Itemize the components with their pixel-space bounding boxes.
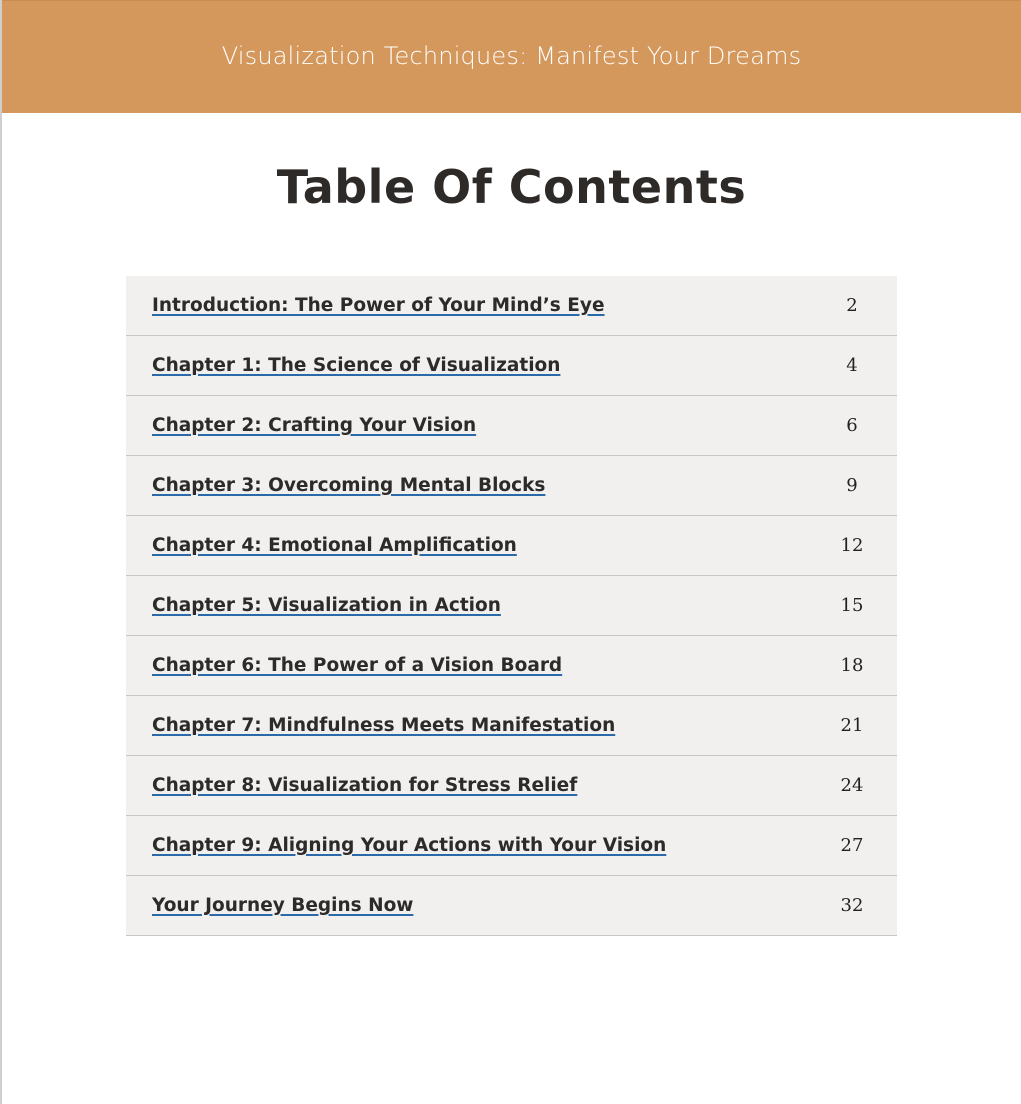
toc-entry-link[interactable]: Chapter 5: Visualization in Action <box>152 595 501 616</box>
toc-entry-link[interactable]: Your Journey Begins Now <box>152 895 414 916</box>
toc-table <box>126 276 897 936</box>
toc-row <box>126 816 897 876</box>
toc-entry-link[interactable]: Chapter 3: Overcoming Mental Blocks <box>152 475 546 496</box>
toc-page-number: 2 <box>846 295 858 316</box>
toc-heading: Table Of Contents <box>276 160 747 214</box>
toc-entry-link[interactable]: Introduction: The Power of Your Mind’s Eye <box>152 295 605 316</box>
toc-row <box>126 756 897 816</box>
toc-row <box>126 576 897 636</box>
toc-row <box>126 396 897 456</box>
toc-page-number: 12 <box>840 535 864 556</box>
toc-entry-link[interactable]: Chapter 1: The Science of Visualization <box>152 355 561 376</box>
toc-entry-link[interactable]: Chapter 9: Aligning Your Actions with Your Vision <box>152 835 667 856</box>
toc-page-number: 6 <box>846 415 858 436</box>
toc-row <box>126 336 897 396</box>
toc-page-number: 15 <box>840 595 864 616</box>
toc-page-number: 18 <box>840 655 864 676</box>
toc-page-number: 4 <box>846 355 858 376</box>
toc-entry-link[interactable]: Chapter 6: The Power of a Vision Board <box>152 655 563 676</box>
toc-row <box>126 456 897 516</box>
header-title: Visualization Techniques: Manifest Your Dreams <box>221 42 802 70</box>
toc-entry-link[interactable]: Chapter 7: Mindfulness Meets Manifestation <box>152 715 616 736</box>
toc-page-number: 32 <box>840 895 864 916</box>
toc-page-number: 24 <box>840 775 864 796</box>
header-band <box>2 0 1021 113</box>
toc-page-number: 9 <box>846 475 858 496</box>
toc-row <box>126 276 897 336</box>
toc-row <box>126 696 897 756</box>
toc-row <box>126 636 897 696</box>
toc-entry-link[interactable]: Chapter 2: Crafting Your Vision <box>152 415 477 436</box>
toc-entry-link[interactable]: Chapter 8: Visualization for Stress Relief <box>152 775 578 796</box>
toc-row <box>126 516 897 576</box>
toc-page-number: 21 <box>840 715 864 736</box>
toc-row <box>126 876 897 936</box>
toc-entry-link[interactable]: Chapter 4: Emotional Amplification <box>152 535 517 556</box>
toc-page-number: 27 <box>840 835 864 856</box>
